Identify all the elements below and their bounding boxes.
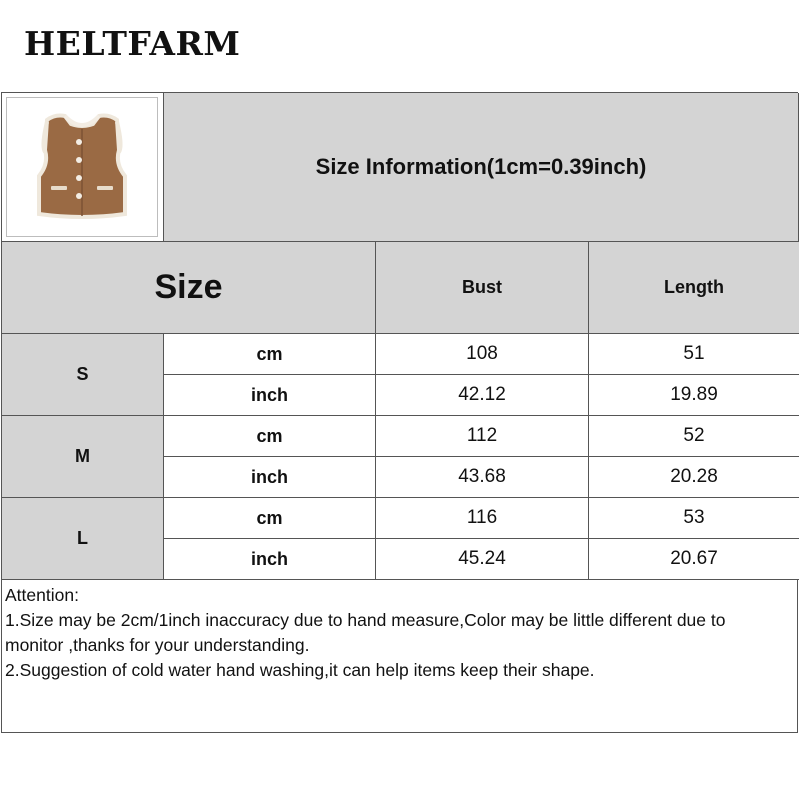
brand-logo xyxy=(24,22,240,66)
length-value: 20.67 xyxy=(589,539,799,580)
bust-value: 43.68 xyxy=(376,457,589,498)
unit-inch: inch xyxy=(164,457,376,498)
unit-cm: cm xyxy=(164,334,376,375)
vest-icon xyxy=(7,98,157,236)
bust-column-header: Bust xyxy=(376,242,589,334)
notes-heading: Attention: xyxy=(5,585,79,605)
size-label-s: S xyxy=(2,334,164,416)
length-column-header: Length xyxy=(589,242,799,334)
attention-notes xyxy=(2,580,797,732)
bust-value: 108 xyxy=(376,334,589,375)
product-thumbnail-cell xyxy=(2,93,164,242)
length-value: 19.89 xyxy=(589,375,799,416)
length-value: 53 xyxy=(589,498,799,539)
note-line: 1.Size may be 2cm/1inch inaccuracy due to hand measure,Color may be little different due to xyxy=(5,610,726,630)
unit-inch: inch xyxy=(164,539,376,580)
length-value: 51 xyxy=(589,334,799,375)
unit-cm: cm xyxy=(164,498,376,539)
size-label-m: M xyxy=(2,416,164,498)
length-value: 52 xyxy=(589,416,799,457)
bust-value: 116 xyxy=(376,498,589,539)
size-column-header: Size xyxy=(2,242,376,334)
product-thumbnail xyxy=(6,97,158,237)
size-info-title: Size Information(1cm=0.39inch) xyxy=(164,93,799,242)
note-line: monitor ,thanks for your understanding. xyxy=(5,635,310,655)
bust-value: 42.12 xyxy=(376,375,589,416)
length-value: 20.28 xyxy=(589,457,799,498)
note-line: 2.Suggestion of cold water hand washing,it can help items keep their shape. xyxy=(5,660,595,680)
size-chart xyxy=(1,92,798,733)
size-label-l: L xyxy=(2,498,164,580)
brand-name: HELTFARM xyxy=(24,24,241,63)
unit-cm: cm xyxy=(164,416,376,457)
unit-inch: inch xyxy=(164,375,376,416)
bust-value: 45.24 xyxy=(376,539,589,580)
bust-value: 112 xyxy=(376,416,589,457)
